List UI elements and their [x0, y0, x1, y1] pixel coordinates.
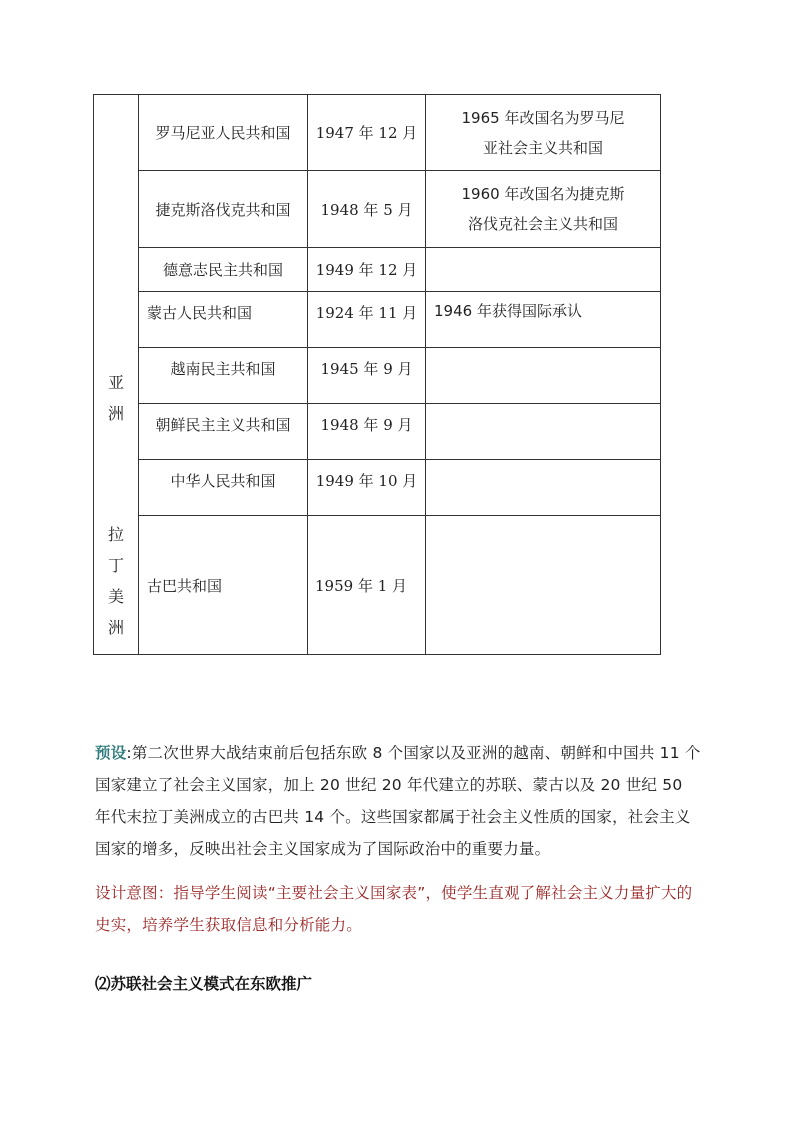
- table-row: [94, 248, 661, 292]
- note-cell: [426, 460, 661, 516]
- country-cell: 德意志民主共和国: [139, 248, 308, 292]
- note-cell: 1960 年改国名为捷克斯 洛伐克社会主义共和国: [426, 171, 661, 248]
- socialist-countries-table: [93, 94, 661, 655]
- preset-label: 预设: [95, 744, 127, 762]
- preset-paragraph: [95, 737, 701, 865]
- date-cell: 1949 年 12 月: [308, 248, 426, 292]
- country-cell: 古巴共和国: [139, 516, 308, 655]
- note-cell: [426, 404, 661, 460]
- table-row: [94, 460, 661, 516]
- table-row: [94, 516, 661, 655]
- note-cell: [426, 248, 661, 292]
- preset-text: :第二次世界大战结束前后包括东欧 8 个国家以及亚洲的越南、朝鲜和中国共 11 个国家建立了社会主义国家，加上 20 世纪 20 年代建立的苏联、蒙古以及 20 世纪 50 年代末拉丁美洲成立的古巴共 14 个。这些国家都属于社会主义性质的国家，社会主义国家的增多，反映出社会主义国家成为了国际政治中的重要力量。: [95, 744, 701, 858]
- section-heading: ⑵苏联社会主义模式在东欧推广: [95, 974, 313, 993]
- note-cell: [426, 516, 661, 655]
- region-label-asia: 亚 洲: [107, 373, 124, 423]
- country-cell: 蒙古人民共和国: [139, 292, 308, 348]
- country-cell: 罗马尼亚人民共和国: [139, 95, 308, 171]
- table-row: [94, 404, 661, 460]
- country-cell: 中华人民共和国: [139, 460, 308, 516]
- date-cell: 1924 年 11 月: [308, 292, 426, 348]
- table-row: [94, 171, 661, 248]
- region-column: [94, 95, 139, 655]
- region-label-latin-america: 拉 丁 美 洲: [107, 525, 124, 637]
- table-row: [94, 292, 661, 348]
- country-cell: 朝鲜民主主义共和国: [139, 404, 308, 460]
- date-cell: 1949 年 10 月: [308, 460, 426, 516]
- note-cell: [426, 348, 661, 404]
- table-row: [94, 348, 661, 404]
- table-row: [94, 95, 661, 171]
- country-cell: 越南民主共和国: [139, 348, 308, 404]
- country-cell: 捷克斯洛伐克共和国: [139, 171, 308, 248]
- date-cell: 1947 年 12 月: [308, 95, 426, 171]
- note-cell: 1965 年改国名为罗马尼 亚社会主义共和国: [426, 95, 661, 171]
- date-cell: 1948 年 9 月: [308, 404, 426, 460]
- note-cell: 1946 年获得国际承认: [426, 292, 661, 348]
- design-intent-paragraph: 设计意图：指导学生阅读“主要社会主义国家表”，使学生直观了解社会主义力量扩大的史实，培养学生获取信息和分析能力。: [95, 884, 693, 934]
- date-cell: 1959 年 1 月: [308, 516, 426, 655]
- date-cell: 1948 年 5 月: [308, 171, 426, 248]
- date-cell: 1945 年 9 月: [308, 348, 426, 404]
